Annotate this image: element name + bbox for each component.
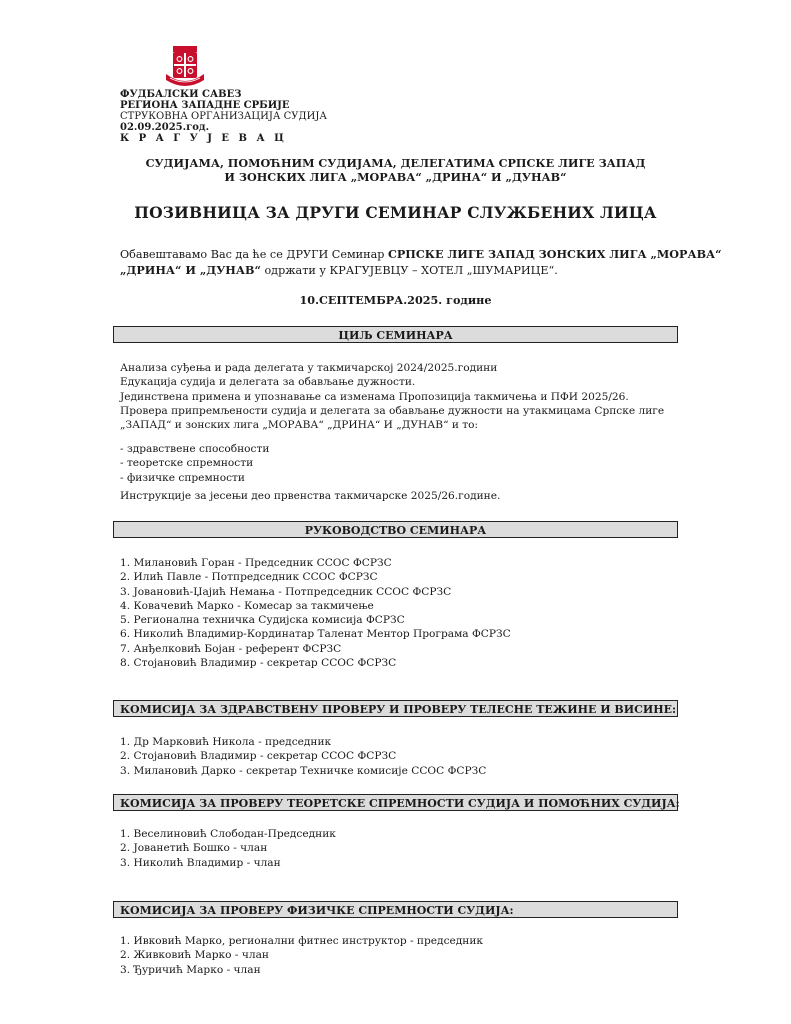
federation-logo <box>160 44 210 88</box>
theory-list <box>120 827 336 870</box>
list-item: 1. Ивковић Марко, регионални фитнес инструктор - председник <box>120 935 484 947</box>
goal-heading: ЦИЉ СЕМИНАРА <box>113 326 678 343</box>
header-date: 02.09.2025.год. <box>120 122 210 133</box>
list-item: 2. Стојановић Владимир - секретар ССОС ФСРЗС <box>120 750 397 763</box>
goal-check: - теоретске спремности <box>120 457 254 470</box>
intro-location: одржати у КРАГУЈЕВЦУ – ХОТЕЛ „ШУМАРИЦЕ“. <box>260 264 558 277</box>
goal-line: Јединствена примена и упознавање са изменама Пропозиција такмичења и ПФИ 2025/26. <box>120 390 629 403</box>
header-region: РЕГИОНА ЗАПАДНЕ СРБИЈЕ <box>120 100 290 111</box>
leadership-list <box>120 556 511 670</box>
list-item: 3. Николић Владимир - члан <box>120 856 281 869</box>
goal-check: - здравствене способности <box>120 443 270 455</box>
intro-line1 <box>120 247 722 262</box>
fitness-list <box>120 934 483 977</box>
theory-heading: КОМИСИЈА ЗА ПРОВЕРУ ТЕОРЕТСКЕ СПРЕМНОСТИ СУДИЈА И ПОМОЋНИХ СУДИЈА: <box>113 794 678 811</box>
goal-checks <box>120 442 269 485</box>
list-item: 3. Милановић Дарко - секретар Техничке комисије ССОС ФСРЗС <box>120 764 487 777</box>
list-item: 3. Јовановић-Џајић Немања - Потпредседник ССОС ФСРЗС <box>120 585 452 598</box>
list-item: 2. Јованетић Бошко - члан <box>120 842 268 855</box>
intro-leagues: „ДРИНА“ И „ДУНАВ“ <box>120 263 261 277</box>
intro-text: Обавештавамо Вас да ће се ДРУГИ Семинар <box>120 248 388 261</box>
list-item: 1. Милановић Горан - Председник ССОС ФСРЗС <box>120 557 392 569</box>
list-item: 3. Ђуричић Марко - члан <box>120 963 261 976</box>
list-item: 2. Илић Павле - Потпредседник ССОС ФСРЗС <box>120 571 378 584</box>
header-city: К Р А Г У Ј Е В А Ц <box>120 133 287 144</box>
goal-line: Едукација судија и делегата за обављање дужности. <box>120 376 416 389</box>
intro-line2 <box>120 263 690 278</box>
goal-line: Провера припремљености судија и делегата за обављање дужности на утакмицама Српске лиге <box>120 404 665 417</box>
goal-line: „ЗАПАД“ и зонских лига „МОРАВА“ „ДРИНА“ И „ДУНАВ“ и то: <box>120 419 479 432</box>
goal-line: Анализа суђења и рада делегата у такмичарској 2024/2025.години <box>120 362 498 374</box>
goal-check: - физичке спремности <box>120 471 245 484</box>
list-item: 7. Анђелковић Бојан - референт ФСРЗС <box>120 642 342 655</box>
list-item: 1. Веселиновић Слободан-Председник <box>120 828 336 840</box>
leadership-heading: РУКОВОДСТВО СЕМИНАРА <box>113 521 678 538</box>
fitness-heading: КОМИСИЈА ЗА ПРОВЕРУ ФИЗИЧКЕ СПРЕМНОСТИ СУДИЈА: <box>113 901 678 918</box>
goal-instruction: Инструкције за јесењи део првенства такмичарске 2025/26.године. <box>120 490 501 502</box>
health-heading: КОМИСИЈА ЗА ЗДРАВСТВЕНУ ПРОВЕРУ И ПРОВЕРУ ТЕЛЕСНЕ ТЕЖИНЕ И ВИСИНЕ: <box>113 700 678 717</box>
health-list <box>120 735 486 778</box>
list-item: 5. Регионална техничка Судијска комисија ФСРЗС <box>120 614 405 627</box>
addressee-line1: СУДИЈАМА, ПОМОЋНИМ СУДИЈАМА, ДЕЛЕГАТИМА СРПСКЕ ЛИГЕ ЗАПАД <box>145 156 646 170</box>
header-org-name: ФУДБАЛСКИ САВЕЗ <box>120 89 242 100</box>
list-item: 8. Стојановић Владимир - секретар ССОС ФСРЗС <box>120 657 397 670</box>
intro-league: СРПСКЕ ЛИГЕ ЗАПАД ЗОНСКИХ ЛИГА „МОРАВА“ <box>387 247 722 261</box>
event-date: 10.СЕПТЕМБРА.2025. године <box>299 293 492 307</box>
goal-lines <box>120 361 664 432</box>
addressee-line2: И ЗОНСКИХ ЛИГА „МОРАВА“ „ДРИНА“ И „ДУНАВ“ <box>224 170 567 184</box>
list-item: 6. Николић Владимир-Кординатар Таленат Ментор Програма ФСРЗС <box>120 628 511 641</box>
list-item: 2. Живковић Марко - члан <box>120 949 269 962</box>
header-organization: СТРУКОВНА ОРГАНИЗАЦИЈА СУДИЈА <box>120 111 327 122</box>
list-item: 4. Ковачевић Марко - Комесар за такмичење <box>120 599 374 612</box>
document-title: ПОЗИВНИЦА ЗА ДРУГИ СЕМИНАР СЛУЖБЕНИХ ЛИЦА <box>134 203 657 222</box>
list-item: 1. Др Марковић Никола - председник <box>120 736 332 748</box>
